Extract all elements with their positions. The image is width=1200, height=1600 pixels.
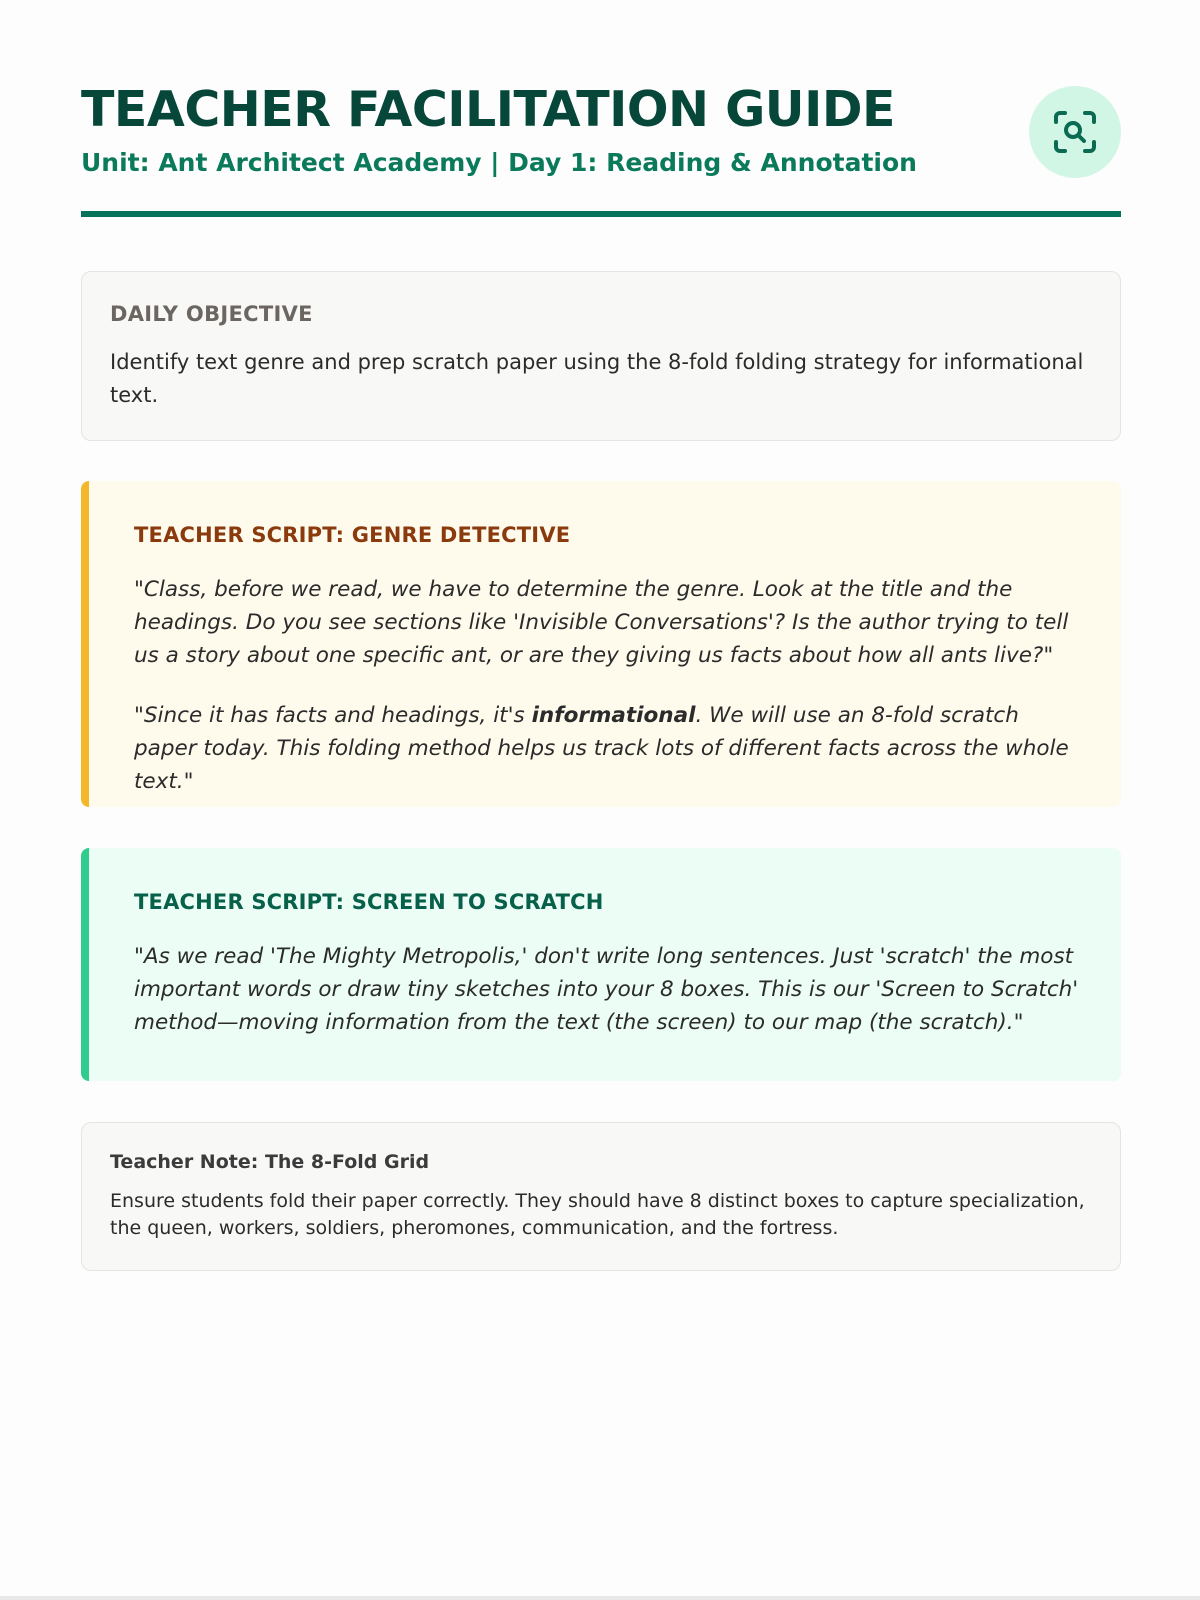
page-bottom-edge [0, 1596, 1200, 1600]
page-header [81, 0, 1121, 218]
objective-text: Identify text genre and prep scratch paper using the 8-fold folding strategy for informational text. [110, 350, 1084, 407]
page-subtitle: Unit: Ant Architect Academy | Day 1: Reading & Annotation [81, 148, 917, 177]
daily-objective-card [81, 271, 1121, 441]
genre-quote-2-start: "Since it has facts and headings, it's [134, 703, 532, 728]
teacher-note-card [81, 1122, 1121, 1271]
genre-script-heading: TEACHER SCRIPT: GENRE DETECTIVE [134, 523, 571, 547]
genre-script-quote-1: "Class, before we read, we have to determine the genre. Look at the title and the headings. Do you see sections like 'Invisible Conversations'? Is the author trying to tell us a story about one specific ant, or are they giving us facts about how all ants live?" [134, 577, 1069, 668]
page-title: TEACHER FACILITATION GUIDE [81, 81, 895, 138]
teacher-note-text: Ensure students fold their paper correctly. They should have 8 distinct boxes to capture specialization, the queen, workers, soldiers, pheromones, communication, and the fortress. [110, 1190, 1085, 1239]
guide-page [81, 0, 1121, 1239]
header-divider [81, 211, 1121, 217]
genre-script-quote-2 [134, 699, 1081, 798]
scan-search-icon [1052, 109, 1098, 155]
genre-quote-2-emphasis: informational [531, 703, 696, 728]
objective-heading: DAILY OBJECTIVE [110, 302, 313, 326]
screen-to-scratch-script [81, 848, 1121, 1081]
scratch-script-heading: TEACHER SCRIPT: SCREEN TO SCRATCH [134, 890, 604, 914]
teacher-note-heading: Teacher Note: The 8-Fold Grid [110, 1151, 430, 1173]
genre-quote-2-end: . We will use an 8-fold scratch paper today. This folding method helps us track lots of different facts across the whole text." [134, 703, 1069, 794]
scan-search-badge [1029, 86, 1121, 178]
scratch-script-quote: "As we read 'The Mighty Metropolis,' don't write long sentences. Just 'scratch' the most important words or draw tiny sketches into your 8 boxes. This is our 'Screen to Scratch' method—moving information from the text (the screen) to our map (the scratch)." [134, 944, 1079, 1035]
genre-detective-script [81, 481, 1121, 807]
